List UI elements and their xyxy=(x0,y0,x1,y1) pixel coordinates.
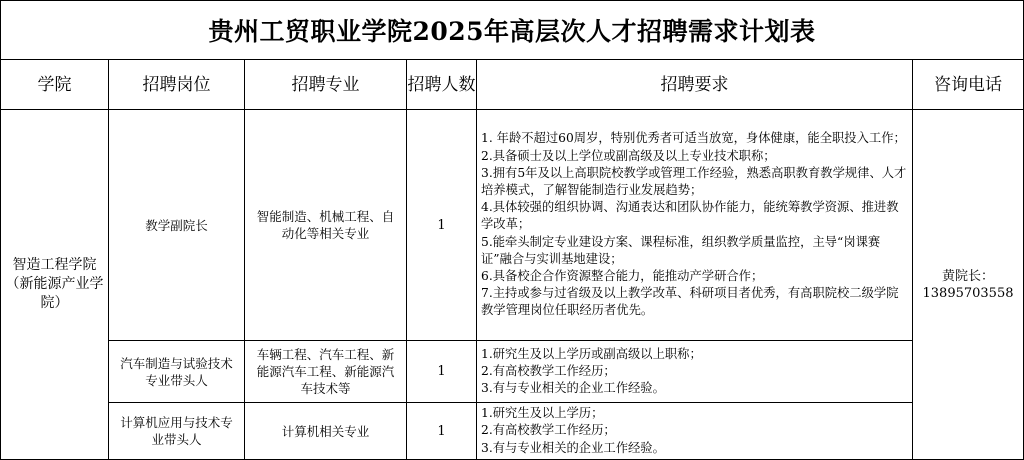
table-row xyxy=(1,341,1024,403)
header-phone: 咨询电话 xyxy=(913,60,1024,110)
header-major: 招聘专业 xyxy=(245,60,407,110)
requirement-item: 2.有高校教学工作经历； xyxy=(481,423,616,438)
contact-phone: 13895703558 xyxy=(922,285,1014,301)
position-cell: 计算机应用与技术专业带头人 xyxy=(109,403,245,460)
requirement-item: 2.有高校教学工作经历； xyxy=(481,363,616,378)
requirements-cell xyxy=(477,110,913,341)
major-cell: 车辆工程、汽车工程、新能源汽车工程、新能源汽车技术等 xyxy=(245,341,407,403)
requirement-item: 5.能牵头制定专业建设方案、课程标准，组织教学质量监控，主导“岗课赛证”融合与实训基地建设； xyxy=(481,234,881,266)
count-cell: 1 xyxy=(407,403,477,460)
requirement-item: 6.具备校企合作资源整合能力，能推动产学研合作； xyxy=(481,269,764,283)
requirement-item: 1.研究生及以上学历； xyxy=(481,406,604,421)
header-count: 招聘人数 xyxy=(407,60,477,110)
requirement-item: 4.具体较强的组织协调、沟通表达和团队协作能力，能统筹教学资源、推进教学改革； xyxy=(481,200,899,232)
table-row xyxy=(1,403,1024,460)
count-cell: 1 xyxy=(407,341,477,403)
requirements-cell xyxy=(477,341,913,403)
requirement-item: 3.有与专业相关的企业工作经验。 xyxy=(481,381,665,396)
requirement-item: 7.主持或参与过省级及以上教学改革、科研项目者优秀，有高职院校二级学院教学管理岗位任职经历者优先。 xyxy=(481,286,899,318)
header-college: 学院 xyxy=(1,60,109,110)
college-cell: 智造工程学院（新能源产业学院） xyxy=(1,110,109,460)
phone-cell xyxy=(913,110,1024,460)
requirement-item: 1. 年龄不超过60周岁，特别优秀者可适当放宽，身体健康，能全职投入工作； xyxy=(481,131,906,146)
position-cell: 汽车制造与试验技术专业带头人 xyxy=(109,341,245,403)
table-row xyxy=(1,110,1024,341)
requirement-item: 1.研究生及以上学历或副高级以上职称； xyxy=(481,346,702,361)
requirements-cell xyxy=(477,403,913,460)
major-cell: 计算机相关专业 xyxy=(245,403,407,460)
table-title: 贵州工贸职业学院2025年高层次人才招聘需求计划表 xyxy=(1,1,1024,60)
count-cell: 1 xyxy=(407,110,477,341)
position-cell: 教学副院长 xyxy=(109,110,245,341)
requirement-item: 2.具备硕士及以上学位或副高级及以上专业技术职称； xyxy=(481,148,776,163)
requirement-item: 3.拥有5年及以上高职院校教学或管理工作经验，熟悉高职教育教学规律、人才培养模式，了解智能制造行业发展趋势； xyxy=(481,165,907,197)
header-position: 招聘岗位 xyxy=(109,60,245,110)
major-cell: 智能制造、机械工程、自动化等相关专业 xyxy=(245,110,407,341)
header-requirements: 招聘要求 xyxy=(477,60,913,110)
contact-name: 黄院长： xyxy=(942,268,995,284)
requirement-item: 3.有与专业相关的企业工作经验。 xyxy=(481,440,665,455)
